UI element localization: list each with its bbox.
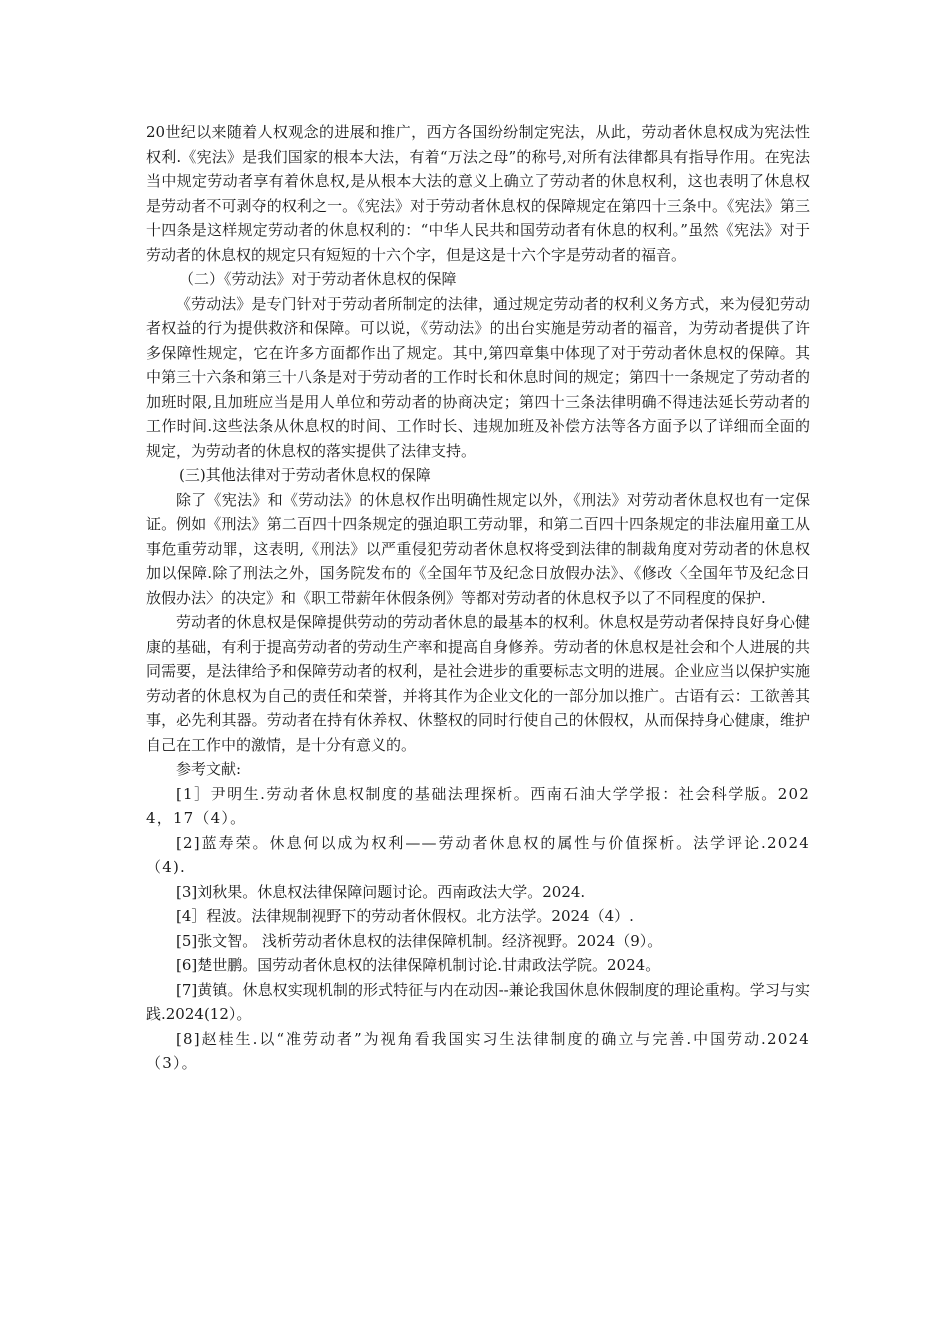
reference-item: [2]蓝寿荣。休息何以成为权利——劳动者休息权的属性与价值探析。法学评论.2024（4). [146, 833, 810, 876]
document-body [146, 120, 810, 1076]
reference-item: [3]刘秋果。休息权法律保障问题讨论。西南政法大学。2024. [176, 882, 586, 901]
reference-item: [7]黄镇。休息权实现机制的形式特征与内在动因--兼论我国休息休假制度的理论重构。学习与实践.2024(12）。 [146, 980, 810, 1023]
reference-item: [1］尹明生.劳动者休息权制度的基础法理探析。西南石油大学学报：社会科学版。2024，17（4）。 [146, 784, 810, 827]
section-heading: （二）《劳动法》对于劳动者休息权的保障 [179, 270, 457, 288]
body-paragraph: 劳动者的休息权是保障提供劳动的劳动者休息的最基本的权利。休息权是劳动者保持良好身心健康的基础，有利于提高劳动者的劳动生产率和提高自身修养。劳动者的休息权是社会和个人进展的共同需要，是法律给予和保障劳动者的权利，是社会进步的重要标志文明的进展。企业应当以保护实施劳动者的休息权为自己的责任和荣誉，并将其作为企业文化的一部分加以推广。古语有云：工欲善其事，必先利其器。劳动者在持有休养权、休整权的同时行使自己的休假权，从而保持身心健康，维护自己在工作中的激情，是十分有意义的。 [146, 613, 810, 754]
references-title: 参考文献: [176, 760, 242, 778]
reference-item: [6]楚世鹏。国劳动者休息权的法律保障机制讨论.甘肃政法学院。2024。 [176, 956, 661, 974]
reference-item: [8]赵桂生.以“准劳动者”为视角看我国实习生法律制度的确立与完善.中国劳动.2024（3）。 [146, 1029, 810, 1072]
reference-item: [5]张文智。 浅析劳动者休息权的法律保障机制。经济视野。2024（9）。 [176, 931, 663, 950]
reference-item: [4］程波。法律规制视野下的劳动者休假权。北方法学。2024（4）. [176, 907, 634, 925]
body-paragraph: 20世纪以来随着人权观念的进展和推广，西方各国纷纷制定宪法，从此，劳动者休息权成为宪法性权利.《宪法》是我们国家的根本大法，有着“万法之母”的称号,对所有法律都具有指导作用。在宪法当中规定劳动者享有着休息权,是从根本大法的意义上确立了劳动者的休息权利，这也表明了休息权是劳动者不可剥夺的权利之一。《宪法》对于劳动者休息权的保障规定在第四十三条中。《宪法》第三十四条是这样规定劳动者的休息权利的：“中华人民共和国劳动者有休息的权利。”虽然《宪法》对于劳动者的休息权的规定只有短短的十六个字，但是这是十六个字是劳动者的福音。 [146, 123, 810, 264]
section-heading: (三)其他法律对于劳动者休息权的保障 [179, 466, 431, 484]
body-paragraph: 《劳动法》是专门针对于劳动者所制定的法律，通过规定劳动者的权利义务方式，来为侵犯劳动者权益的行为提供救济和保障。可以说，《劳动法》的出台实施是劳动者的福音，为劳动者提供了许多保障性规定，它在许多方面都作出了规定。其中,第四章集中体现了对于劳动者休息权的保障。其中第三十六条和第三十八条是对于劳动者的工作时长和休息时间的规定；第四十一条规定了劳动者的加班时限,且加班应当是用人单位和劳动者的协商决定；第四十三条法律明确不得违法延长劳动者的工作时间.这些法条从休息权的时间、工作时长、违规加班及补偿方法等各方面予以了详细而全面的规定，为劳动者的休息权的落实提供了法律支持。 [146, 294, 810, 460]
body-paragraph: 除了《宪法》和《劳动法》的休息权作出明确性规定以外，《刑法》对劳动者休息权也有一定保证。例如《刑法》第二百四十四条规定的强迫职工劳动罪，和第二百四十四条规定的非法雇用童工从事危重劳动罪，这表明,《刑法》以严重侵犯劳动者休息权将受到法律的制裁角度对劳动者的休息权加以保障.除了刑法之外，国务院发布的《全国年节及纪念日放假办法》、《修改〈全国年节及纪念日放假办法〉的决定》和《职工带薪年休假条例》等都对劳动者的休息权予以了不同程度的保护. [146, 490, 810, 607]
